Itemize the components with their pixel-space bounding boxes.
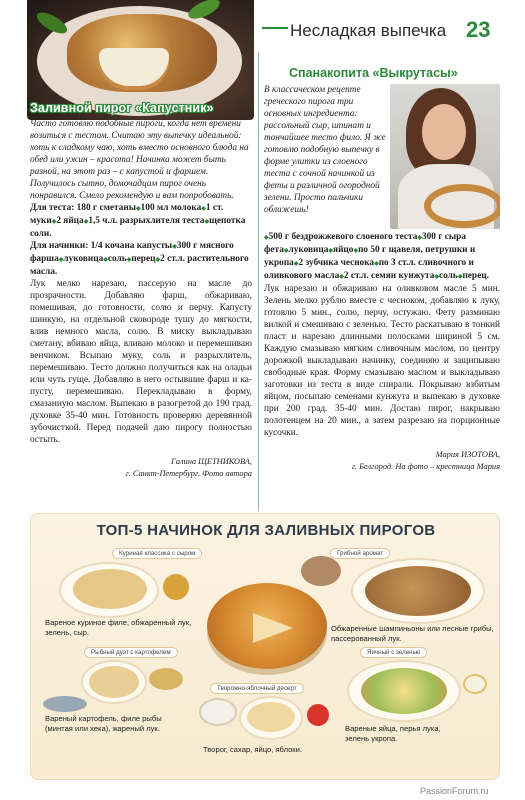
filling-label: Для начинки: [30, 241, 89, 251]
bullet-icon: ◆ [328, 248, 334, 254]
apple-icon [307, 704, 329, 726]
recipe1-intro: Часто готовлю подобные пироги, когда нет времени возиться с тестом. Считаю эту выпечку идеальной: хоть к сладкому чаю, хоть вместо основного блюда на обед или ужин – красота! Начинка может быть разной, на этот раз – с капустой и фаршем. Получилось сытно, домочадцам пирог очень понравился. Смело рекомендую и вам попробовать. [30, 119, 249, 201]
recipe1-author-city: г. Санкт-Петербург. Фото автора [125, 469, 252, 478]
mushroom-pie [365, 566, 471, 616]
recipe1-title: Заливной пирог «Капустник» [30, 101, 214, 115]
bullet-icon: ◆ [434, 274, 440, 280]
filling-text: Вареное куриное филе, обжаренный лук, зелень, сыр. [45, 618, 192, 637]
ingredient-item: 1 ст. муки [30, 203, 224, 226]
column-divider [258, 52, 259, 511]
bullet-icon: ◆ [51, 219, 57, 225]
ingredient-item: 2 яйца [56, 216, 84, 226]
egg-pie [361, 668, 447, 714]
filling-badge: Яичный с зеленью [361, 648, 426, 657]
bullet-icon: ◆ [172, 244, 177, 250]
recipe2-ingredient-list [264, 232, 489, 281]
bullet-icon: ◆ [155, 257, 161, 263]
ingredient-item: 180 г сметаны [76, 203, 137, 213]
bullet-icon: ◆ [417, 235, 422, 241]
fish-icon [43, 696, 87, 712]
filling-text: Вареные яйца, перья лука, зелень укропа. [345, 724, 441, 743]
recipe2-intro-column [264, 84, 388, 216]
ingredient-item: 100 мл молока [140, 203, 202, 213]
author-photo [390, 84, 500, 229]
spiral-pie [424, 184, 500, 228]
dough-label: Для теста: [30, 203, 75, 213]
face [422, 104, 466, 160]
recipe2-method: Лук нарезаю и обжариваю на оливковом масле 5 мин. Зелень мелко рублю вместе с чесноком, добавляю к луку, готовлю 5 мин., солю, перчу, остужаю. Фету разминаю вилкой и смешиваю с зеленью. Тесто раскатываю в тонкий пласт и нарезаю длинными полосками шириной 5 см. Каждую смазываю мягким сливочным маслом, по центру дорожкой выкладываю начинку, соединяю и защипываю свободные края. Форму смазываю маслом и выкладываю заготовки из теста в виде спирали. Покрываю взбитым яйцом, посыпаю семенами кунжута и выпекаю в духовке при 200 град. 35-40 мин. Достаю пирог, накрываю полотенцем на 20 мин., а затем разрезаю на порционные кусочки. [264, 284, 500, 438]
section-title: Несладкая выпечка [290, 21, 447, 40]
recipe2-column [264, 231, 500, 473]
header-rule [262, 27, 288, 29]
onion-icon [163, 574, 189, 600]
bullet-icon: ◆ [339, 274, 344, 280]
bullet-icon: ◆ [374, 261, 379, 267]
ingredient-item: соль [439, 271, 458, 281]
bullet-icon: ◆ [103, 257, 108, 263]
ingredient-item: луковица [63, 254, 104, 264]
filling-text: Обжаренные шампиньоны или лесные грибы, пассерованный лук. [331, 624, 494, 643]
recipe2-title: Спанакопита «Выкрутасы» [289, 66, 458, 80]
bullet-icon: ◆ [83, 219, 89, 225]
bullet-icon: ◆ [136, 206, 141, 212]
bullet-icon: ◆ [58, 257, 64, 263]
bullet-icon: ◆ [201, 206, 206, 212]
fish-pie [89, 666, 139, 698]
ingredient-item: 2 ст.л. растительного масла. [30, 254, 249, 277]
ingredient-item: 1/4 кочана капусты [90, 241, 173, 251]
ingredient-item: 300 г мясного фарша [30, 241, 234, 264]
ingredient-item: 500 г бездрожжевого слоеного теста [268, 232, 418, 242]
bullet-icon: ◆ [293, 261, 299, 267]
recipe2-author-city: г. Белгород. На фото – крестница Мария [351, 462, 500, 471]
recipe2-ingredients [264, 231, 500, 283]
center-pie [207, 583, 327, 669]
infographic-title: ТОП-5 НАЧИНОК ДЛЯ ЗАЛИВНЫХ ПИРОГОВ [96, 522, 436, 539]
ingredient-item: соль [107, 254, 127, 264]
potato-icon [149, 668, 183, 690]
ingredient-item: по 3 ст.л. сливочного и оливкового масла [264, 258, 474, 281]
ingredient-item: 300 г сыра фета [264, 232, 467, 255]
bullet-icon: ◆ [353, 248, 359, 254]
recipe1-column [30, 118, 252, 480]
mushroom-icon [301, 556, 341, 586]
apple-pie [247, 702, 295, 732]
filling-text: Творог, сахар, яйцо, яблоки. [203, 745, 302, 754]
filling-text: Вареный картофель, филе рыбы (минтая или хека), жареный лук. [45, 714, 162, 733]
egg-icon [463, 674, 487, 694]
recipe1-dough [30, 202, 252, 240]
watermark: PassionForum.ru [420, 786, 489, 796]
bullet-icon: ◆ [204, 219, 210, 225]
bullet-icon: ◆ [457, 274, 463, 280]
filling-badge: Рыбный дуэт с картофелем [85, 648, 177, 657]
ingredient-item: 1,5 ч.л. разрыхлителя теста [88, 216, 205, 226]
recipe1-author: Галина ЩЕТНИКОВА, [171, 457, 252, 466]
ingredient-item: луковица [288, 245, 329, 255]
page-number: 23 [466, 17, 491, 42]
pie-cut [253, 613, 293, 643]
recipe2-intro: В классическом рецепте греческого пирога три основных ингредиента: рассольный сыр, шпинат и тончайшее тесто фило. Я же готовлю подобную выпечку в форме улитки из слоеного теста с сочной начинкой из феты и различной огородной зелени. Просто пальчики оближешь! [264, 85, 386, 215]
cottage-cheese-icon [201, 700, 235, 724]
top5-infographic [30, 513, 500, 780]
ingredient-item: по 50 г щавеля, петрушки и укропа [264, 245, 476, 268]
ingredient-item: перец [131, 254, 156, 264]
ingredient-item: перец. [462, 271, 489, 281]
bullet-icon: ◆ [283, 248, 289, 254]
ingredient-item: 2 зубчика чеснока [298, 258, 375, 268]
ingredient-item: яйцо [333, 245, 354, 255]
bullet-icon: ◆ [126, 257, 132, 263]
recipe1-method: Лук мелко нарезаю, пассерую на масле до прозрачности. Добавляю фарш, обжариваю, помешивая, до готовности, солю и перчу. Капусту шинкую, на отдельной сковороде тушу до мягкости, влив немного масла, солю. В миску выкладываю сметану, вбиваю яйца, вливаю молоко и перемешиваю венчиком. Всыпаю муку, соль и разрыхлитель, перемешиваю. Тесто должно получиться как на оладьи или чуть гуще. Добавляю в него остывшие фарш и капусту, перемешиваю. Перекладываю в форму, смазанную маслом. Выпекаю в разогретой до 190 град. духовке 35-40 мин. Готовность проверяю деревянной зубочисткой. Перед подачей даю пирогу полностью остыть. [30, 279, 252, 445]
ingredient-item: щепотка соли. [30, 216, 246, 239]
ingredient-item: 2 ст.л. семян кунжута [343, 271, 435, 281]
bullet-icon: ◆ [264, 235, 269, 241]
chicken-pie [73, 569, 147, 609]
filling-badge: Куриная классика с сыром [113, 549, 201, 558]
filling-badge: Творожно-яблочный десерт [211, 684, 303, 693]
filling-badge: Грибной аромат [331, 549, 389, 558]
recipe1-filling [30, 240, 252, 278]
recipe2-author: Мария ИЗОТОВА, [435, 450, 500, 459]
